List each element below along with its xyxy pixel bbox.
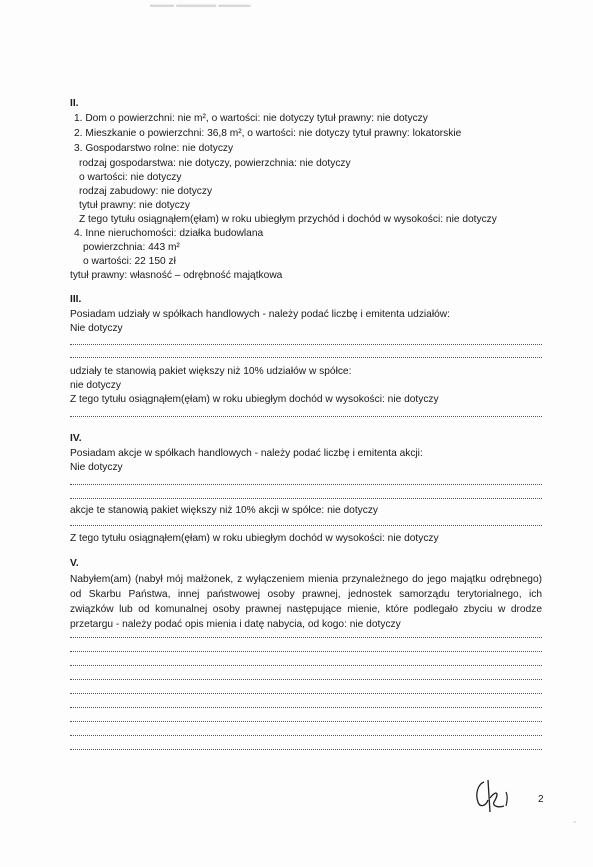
- dotted-line: [70, 637, 542, 638]
- stocks-answer: Nie dotyczy: [70, 462, 123, 473]
- dotted-line: [70, 735, 542, 736]
- dotted-line: [70, 749, 542, 750]
- item-other-area: powierzchnia: 443 m²: [83, 242, 180, 253]
- stocks-package: akcje te stanowią pakiet większy niż 10% akcji w spółce: nie dotyczy: [70, 505, 379, 516]
- section-5-heading: V.: [70, 558, 79, 569]
- dotted-line: [70, 679, 542, 680]
- section-2-heading: II.: [70, 98, 79, 109]
- dotted-line: [70, 498, 542, 499]
- dotted-line: [70, 651, 542, 652]
- dotted-line: [70, 693, 542, 694]
- dotted-line: [70, 665, 542, 666]
- shares-package-answer: nie dotyczy: [70, 380, 121, 391]
- acquisition-paragraph: Nabyłem(am) (nabył mój małżonek, z wyłączeniem mienia przynależnego do jego majątku odrębnego) od Skarbu Państwa, innej państwowej osoby prawnej, jednostek samorządu terytorialnego, ich związków lub od komunalnej osoby prawnej następujące mienie, które podlegało zbyciu w drodze przetargu - należy podać opis mienia i datę nabycia, od kogo: nie dotyczy: [70, 574, 542, 630]
- item-farm-type: rodzaj gospodarstwa: nie dotyczy, powierzchnia: nie dotyczy: [79, 158, 351, 169]
- item-apartment: 2. Mieszkanie o powierzchni: 36,8 m², o wartości: nie dotyczy tytuł prawny: lokatorskie: [74, 128, 462, 139]
- handwritten-signature: [470, 776, 530, 826]
- shares-answer: Nie dotyczy: [70, 323, 123, 334]
- item-farm: 3. Gospodarstwo rolne: nie dotyczy: [74, 143, 234, 154]
- item-other-title: tytuł prawny: własność – odrębność majątkowa: [70, 270, 283, 281]
- shares-question: Posiadam udziały w spółkach handlowych - należy podać liczbę i emitenta udziałów:: [70, 309, 450, 320]
- dotted-line: [70, 416, 542, 417]
- item-house: 1. Dom o powierzchni: nie m², o wartości: nie dotyczy tytuł prawny: nie dotyczy: [74, 113, 428, 124]
- section-4-heading: IV.: [70, 433, 82, 444]
- section-3-heading: III.: [70, 294, 82, 305]
- item-farm-buildings: rodzaj zabudowy: nie dotyczy: [79, 186, 213, 197]
- dotted-line: [70, 707, 542, 708]
- dotted-line: [70, 344, 542, 345]
- dotted-line: [70, 484, 542, 485]
- item-farm-income: Z tego tytułu osiągnąłem(ęłam) w roku ubiegłym przychód i dochód w wysokości: nie dotyczy: [79, 214, 497, 225]
- dotted-line: [70, 357, 542, 358]
- item-farm-value: o wartości: nie dotyczy: [79, 172, 182, 183]
- item-farm-title: tytuł prawny: nie dotyczy: [79, 200, 190, 211]
- scan-speck: ,,: [573, 818, 577, 824]
- item-other-property: 4. Inne nieruchomości: działka budowlana: [74, 228, 264, 239]
- shares-package-question: udziały te stanowią pakiet większy niż 10% udziałów w spółce:: [70, 366, 352, 377]
- faint-header-bleed: ▬▬▬ ▬▬▬▬▬ ▬▬▬▬: [150, 0, 251, 9]
- stocks-question: Posiadam akcje w spółkach handlowych - należy podać liczbę i emitenta akcji:: [70, 448, 423, 459]
- stocks-income: Z tego tytułu osiągnąłem(ęłam) w roku ubiegłym dochód w wysokości: nie dotyczy: [70, 533, 439, 544]
- item-other-value: o wartości: 22 150 zł: [83, 256, 176, 267]
- shares-income: Z tego tytułu osiągnąłem(ęłam) w roku ubiegłym dochód w wysokości: nie dotyczy: [70, 394, 439, 405]
- dotted-line: [70, 525, 542, 526]
- dotted-line: [70, 721, 542, 722]
- page-number: 2: [538, 794, 544, 805]
